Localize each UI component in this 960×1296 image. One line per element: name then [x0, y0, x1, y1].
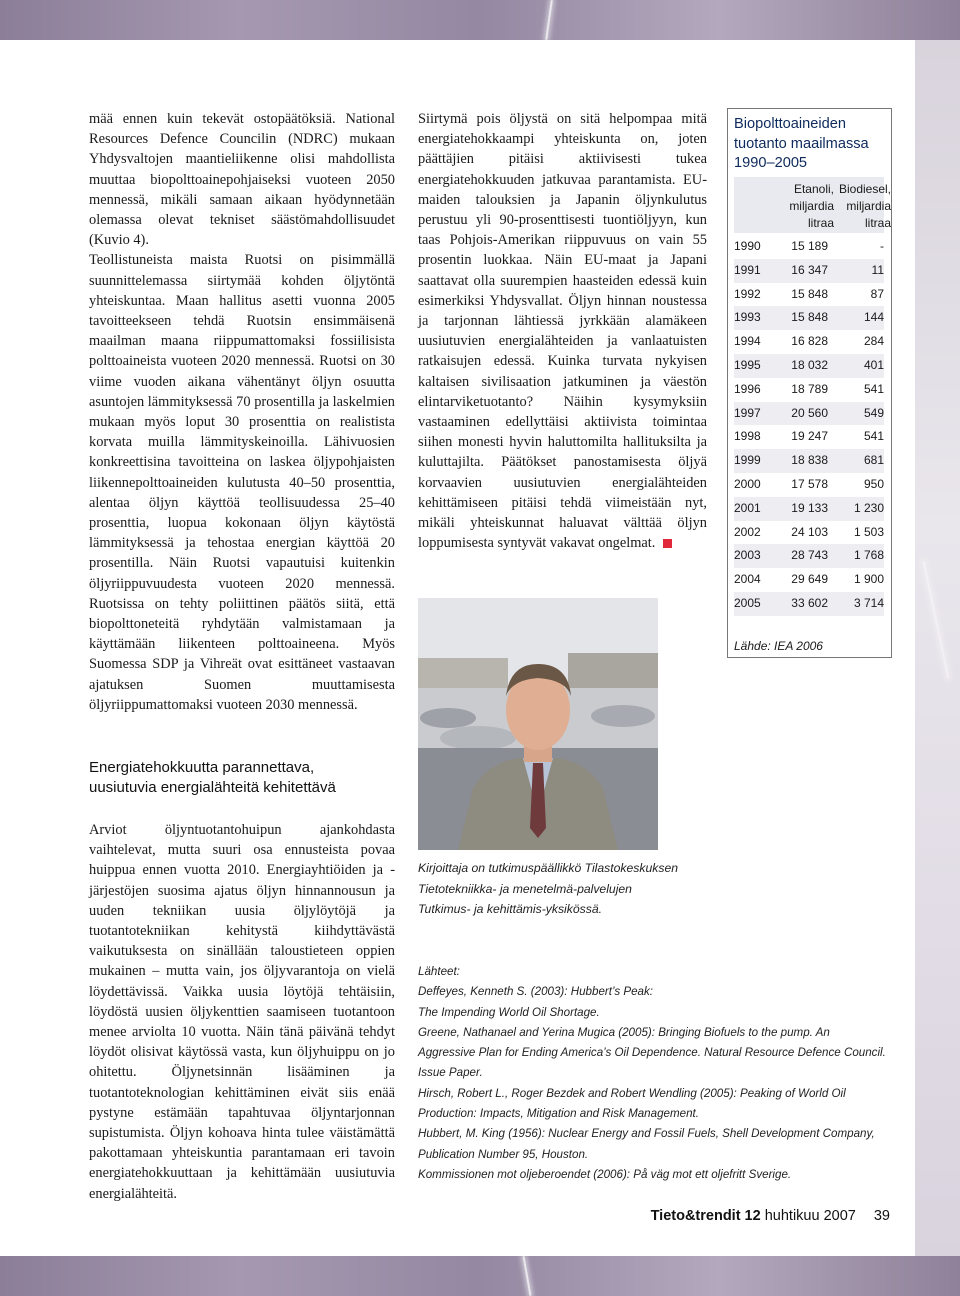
table-row: [734, 425, 884, 449]
cell-year: 2000: [734, 477, 761, 491]
references-title: Lähteet:: [418, 965, 460, 978]
text-column-left-lower: [89, 820, 395, 1204]
cell-ethanol: 18 032: [791, 358, 828, 372]
header-text: litraa: [864, 216, 891, 230]
table-title-line: tuotanto maailmassa: [734, 135, 869, 152]
cell-ethanol: 15 189: [791, 239, 828, 253]
reference-line: Hubbert, M. King (1956): Nuclear Energy and Fossil Fuels, Shell Development Company,: [418, 1127, 875, 1141]
reference-line: Aggressive Plan for Ending America’s Oil Dependence. Natural Resource Defence Council.: [418, 1046, 886, 1060]
photo-caption: [418, 858, 718, 920]
table-row: [734, 402, 884, 426]
cell-year: 1996: [734, 381, 761, 396]
cell-year: 1990: [734, 239, 761, 253]
lightning-decoration: [523, 1256, 532, 1296]
column-header-biodiesel: [834, 181, 891, 232]
cell-biodiesel: 541: [863, 381, 884, 396]
table-row: [734, 497, 884, 521]
cell-year: 2001: [734, 500, 761, 515]
text-column-middle: [418, 109, 707, 553]
table-row: [734, 330, 884, 354]
header-text: miljardia: [789, 199, 834, 213]
header-text: Etanoli,: [793, 182, 834, 196]
table-row: [734, 473, 884, 497]
bottom-decorative-band: [0, 1256, 960, 1296]
table-row: [734, 378, 884, 402]
cell-biodiesel: 1 503: [853, 524, 884, 539]
cell-biodiesel: 1 768: [853, 548, 884, 563]
table-header: [734, 177, 891, 233]
cell-ethanol: 20 560: [791, 405, 828, 420]
cell-biodiesel: 950: [863, 477, 884, 491]
cell-ethanol: 24 103: [791, 524, 828, 539]
body-paragraph: mää ennen kuin tekevät ostopäätöksiä. National Resources Defence Councilin (NDRC) mukaan Yhdysvaltojen maantieliikenne olisi mahdollista muuttaa biopolttoainepohjaiseksi vuoteen 2050 mennessä, mikäli samaan aikaan hyödynnetään olemassa olevat tekniset säästömahdollisuudet (Kuvio 4).: [89, 111, 395, 249]
cell-ethanol: 28 743: [791, 548, 828, 563]
cell-biodiesel: 401: [863, 358, 884, 372]
body-text: Siirtymä pois öljystä on sitä helpompaa mitä energiatehokkaampi yhteiskunta on, joten päättäjien pitäisi aktiivisesti tukea energiatehokkuuden jatkuvaa parantamista. EU-maiden talouksien ja Japanin öljynkulutus perustuu yli 90-prosenttisesti tuontiöljyyn, kun taas Pohjois-Amerikan riippuvuus on vain 55 prosentin luokkaa. Näin EU-maat ja Japani saattavat olla suurempien haasteiden edessä kuin esimerkiksi Yhdysvallat. Öljyn hinnan noustessa ja tarjonnan lähtiessä jyrkkään alamäkeen uusiutuvien energialähteiden ja vanlaatuisten ratkaisujen edessä. Kuinka turvata nykyisen kaltaisen sivilisaation jatkuminen ja väestön elintarviketuotanto? Näihin kysymyksiin vastaaminen edellyttäisi aktiivista toimintaa siihen monesti hyvin haluttomilta hallituksilta ja kuluttajilta. Päätökset panostamisesta öljyä korvaavien uusiutuvien energialähteiden kehittämiseen pitäisi tehdä viimeistään nyt, mikäli yhteiskunnat haluavat välttää öljyn loppumisesta syntyvät vakavat ongelmat.: [418, 111, 707, 552]
reference-line: The Impending World Oil Shortage.: [418, 1005, 600, 1019]
page-footer: [651, 1208, 890, 1224]
cell-year: 2002: [734, 524, 761, 539]
page-number: 39: [873, 1208, 890, 1224]
table-row: [734, 306, 884, 330]
cell-biodiesel: -: [880, 239, 884, 253]
cell-biodiesel: 549: [863, 405, 884, 420]
cell-ethanol: 18 838: [791, 453, 828, 468]
section-heading: [89, 758, 409, 798]
text-column-left: [89, 109, 395, 715]
cell-year: 1991: [734, 262, 761, 277]
lightning-decoration: [545, 0, 553, 40]
reference-line: Kommissionen mot oljeberoendet (2006): På väg mot ett oljefritt Sverige.: [418, 1167, 792, 1181]
cell-year: 1995: [734, 358, 761, 372]
cell-ethanol: 15 848: [791, 286, 828, 301]
reference-line: Publication Number 95, Houston.: [418, 1147, 589, 1161]
reference-line: Greene, Nathanael and Yerina Mugica (2005): Bringing Biofuels to the pump. An: [418, 1025, 830, 1039]
table-source: Lähde: IEA 2006: [734, 639, 823, 653]
table-row: [734, 568, 884, 592]
top-decorative-band: [0, 0, 960, 40]
reference-line: Issue Paper.: [418, 1066, 483, 1080]
author-photo: [418, 598, 658, 850]
cell-year: 2003: [734, 548, 761, 563]
right-decorative-band: [915, 40, 960, 1256]
caption-line: Kirjoittaja on tutkimuspäällikkö Tilastokeskuksen: [418, 861, 679, 875]
body-paragraph: [418, 109, 707, 553]
section-heading-line: uusiutuvia energialähteitä kehitettävä: [89, 779, 336, 796]
table-title-line: 1990–2005: [734, 155, 808, 171]
caption-line: Tietotekniikka- ja menetelmä-palvelujen: [418, 881, 632, 896]
reference-line: Hirsch, Robert L., Roger Bezdek and Robert Wendling (2005): Peaking of World Oil: [418, 1086, 846, 1100]
cell-year: 1993: [734, 310, 761, 325]
table-row: [734, 544, 884, 568]
cell-year: 1998: [734, 429, 761, 444]
table-row: [734, 283, 884, 307]
table-row: [734, 449, 884, 473]
header-text: litraa: [807, 216, 834, 230]
biofuel-production-table: [727, 108, 892, 658]
table-title-line: Biopolttoaineiden: [734, 116, 846, 132]
publication-name: Tieto&trendit 12: [650, 1208, 761, 1224]
cell-ethanol: 15 848: [791, 310, 828, 325]
cell-ethanol: 18 789: [791, 381, 828, 396]
cell-year: 1994: [734, 334, 761, 349]
body-paragraph: Teollistuneista maista Ruotsi on pisimmällä suunnittelemassa siirtymää kohden öljytöntä yhteiskuntaa. Maan hallitus asetti vuonna 2005 tavoitteekseen tehdä Ruotsin ensimmäisenä maailman maana riippumattomaksi fossiilisista polttoaineista vuoteen 2020 mennessä. Ruotsi on 30 viime vuoden aikana vähentänyt öljyn osuutta asuntojen lämmityksessä 70 prosentilla ja laskelmien mukaan myös loput 30 prosenttia on realistista korvata muilla lämmityskeinoilla. Lähivuosien konkreettisina tavoitteina on laskea öljypohjaisten liikennepolttoaineiden kulutusta 40–50 prosenttia, alentaa öljyn käyttöä teollisuudessa 25–40 prosenttia, luopua kokonaan öljyn käytöstä lämmityksessä ja tehostaa energian käyttöä 20 prosentilla. Näin Ruotsi vapautuisi kuitenkin öljyriippuvuudesta vuoteen 2020 mennessä. Ruotsissa on tehty poliittinen päätös siitä, että biopolttoneteitä ryhdytään valmistamaan ja käyttämään liikenteen polttoaineena. Myös Suomessa SDP ja Vihreät ovat esittäneet vastaavan ajatuksen Suomen muuttamisesta öljyriippumattomaksi vuoteen 2030 mennessä.: [89, 252, 395, 713]
cell-ethanol: 19 133: [791, 500, 828, 515]
references-list: [418, 962, 888, 1185]
cell-biodiesel: 1 900: [853, 572, 884, 587]
table-row: [734, 235, 884, 259]
cell-biodiesel: 1 230: [853, 500, 884, 515]
column-header-ethanol: [776, 181, 834, 232]
table-row: [734, 259, 884, 283]
table-row: [734, 521, 884, 545]
cell-ethanol: 19 247: [791, 429, 828, 444]
table-row: [734, 592, 884, 616]
cell-biodiesel: 681: [863, 453, 884, 468]
cell-year: 1997: [734, 405, 761, 420]
end-of-article-mark: [663, 539, 672, 548]
cell-biodiesel: 3 714: [853, 596, 884, 610]
cell-year: 2005: [734, 596, 761, 610]
cell-ethanol: 33 602: [791, 596, 828, 610]
cell-ethanol: 16 347: [791, 262, 828, 277]
reference-line: Deffeyes, Kenneth S. (2003): Hubbert’s Peak:: [418, 985, 654, 999]
cell-biodiesel: 541: [863, 429, 884, 444]
cell-year: 1992: [734, 286, 761, 301]
header-text: miljardia: [846, 199, 891, 213]
cell-ethanol: 17 578: [791, 477, 828, 491]
lightning-decoration: [923, 561, 950, 679]
cell-biodiesel: 11: [871, 262, 884, 277]
issue-date: huhtikuu 2007: [764, 1208, 856, 1224]
header-text: Biodiesel,: [838, 182, 891, 196]
cell-year: 1999: [734, 453, 761, 468]
cell-biodiesel: 144: [863, 310, 884, 325]
cell-ethanol: 29 649: [791, 572, 828, 587]
cell-biodiesel: 87: [870, 286, 884, 301]
table-row: [734, 354, 884, 378]
cell-biodiesel: 284: [863, 334, 884, 349]
table-title: [734, 115, 869, 174]
cell-year: 2004: [734, 572, 761, 587]
author-portrait-illustration: [418, 598, 658, 850]
section-heading-line: Energiatehokkuutta parannettava,: [89, 759, 315, 776]
cell-ethanol: 16 828: [791, 334, 828, 349]
caption-line: Tutkimus- ja kehittämis-yksikössä.: [418, 902, 602, 917]
body-paragraph: Arviot öljyntuotantohuipun ajankohdasta vaihtelevat, mutta suuri osa ennusteista povaa huippua ennen vuotta 2010. Energiayhtiöiden ja -järjestöjen suosima ajatus öljyn hinnannousun ja uuden tekniikan uusia öljylöytöjä ja tuotantotekniikan kehitystä kiihdyttävästä vaikutuksesta on sinällään taloustieteen oppien mukainen – mutta vain, jos öljyvarantoja on vielä löydettävissä. Vaikka uusia löytöjä tehtäisiin, löydöstä uusien öljykenttien saamiseen tuotantoon menee arviolta 10 vuotta. Näin tänä päivänä tehdyt löydöt olisivat käytössä vasta, kun öljyhuippu on jo ohitettu. Öljynetsinnän lisääminen ja tuotantoteknologian kehittäminen eivät siis enää pystyne estämään tapahtuvaa öljyntarjonnan supistumista. Öljyn kohoava hinta tulee väistämättä pakottamaan yhteiskuntia parantamaan eri tavoin energiatehokkuuttaan ja kehittämään uusiutuvia energialähteitä.: [89, 822, 395, 1202]
reference-line: Production: Impacts, Mitigation and Risk Management.: [418, 1107, 699, 1121]
